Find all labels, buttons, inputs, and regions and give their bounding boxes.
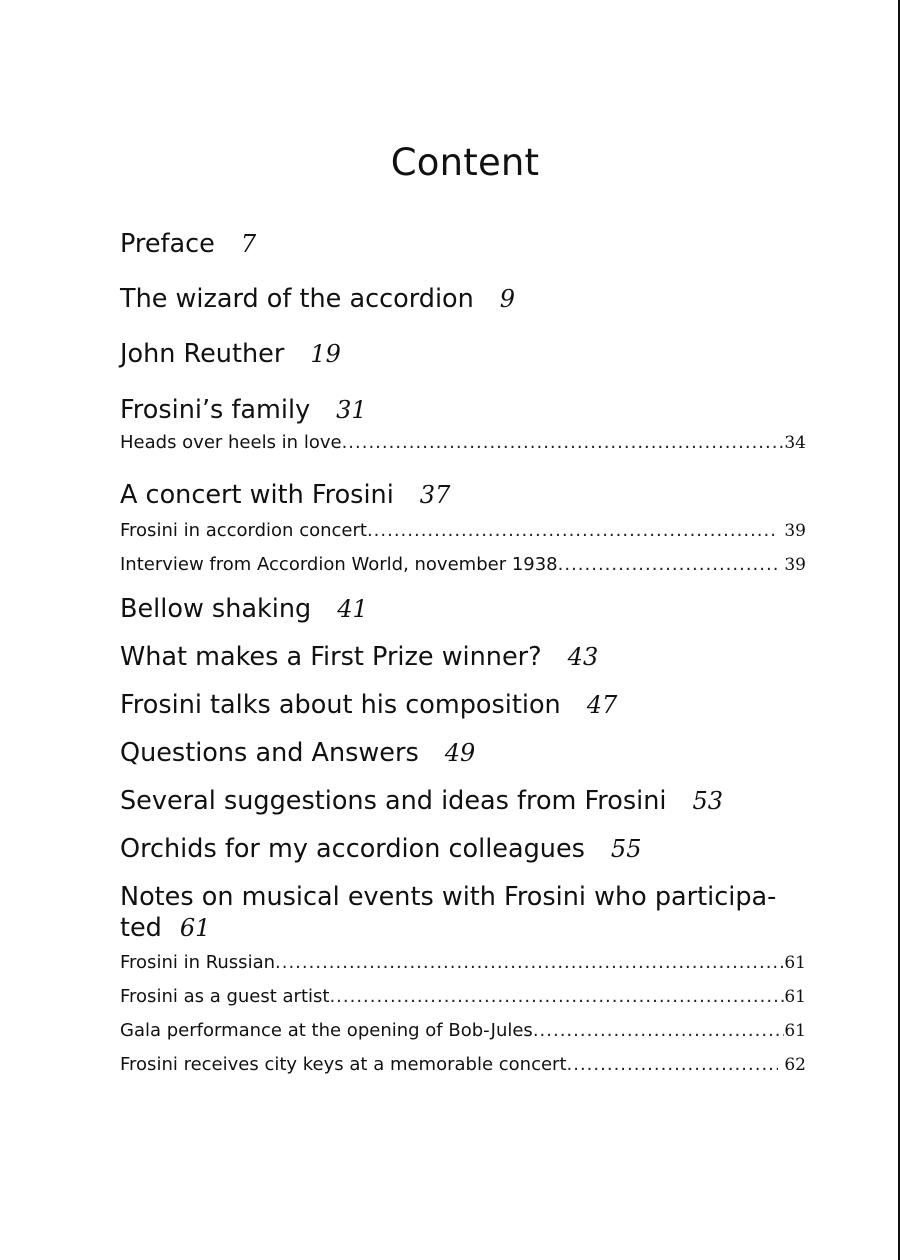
dot-leader xyxy=(367,514,778,547)
toc-chapter-his-composition[interactable] xyxy=(120,690,806,721)
chapter-title: The wizard of the accordion xyxy=(120,284,474,314)
section-title: Frosini in accordion concert xyxy=(120,520,367,541)
toc-chapter-questions-answers[interactable] xyxy=(120,738,806,769)
dot-leader xyxy=(342,426,785,459)
dot-leader xyxy=(329,980,784,1013)
chapter-page-number: 61 xyxy=(179,914,211,942)
toc-section-guest-artist[interactable] xyxy=(120,980,806,1014)
section-page-number: 39 xyxy=(784,521,806,541)
chapter-page-number: 37 xyxy=(419,481,451,509)
chapter-title: A concert with Frosini xyxy=(120,480,394,510)
chapter-title: Questions and Answers xyxy=(120,738,419,768)
toc-section-city-keys[interactable] xyxy=(120,1048,806,1082)
page-title: Content xyxy=(390,140,540,184)
toc-chapter-wizard[interactable] xyxy=(120,284,806,315)
toc-chapter-orchids[interactable] xyxy=(120,834,806,865)
dot-leader xyxy=(558,548,779,581)
toc-section-accordion-concert[interactable] xyxy=(120,514,806,548)
chapter-title: Bellow shaking xyxy=(120,594,312,624)
table-of-contents xyxy=(120,229,806,1082)
chapter-title: Frosini talks about his composition xyxy=(120,690,561,720)
chapter-page-number: 31 xyxy=(336,396,367,424)
chapter-page-number: 19 xyxy=(310,340,341,368)
chapter-title: Several suggestions and ideas from Frosini xyxy=(120,786,667,816)
toc-section-gala-performance[interactable] xyxy=(120,1014,806,1048)
toc-section-interview[interactable] xyxy=(120,548,806,582)
chapter-title: Notes on musical events with Frosini who participa- xyxy=(120,882,777,912)
toc-section-heads-over-heels[interactable] xyxy=(120,426,806,460)
section-title: Interview from Accordion World, november 1938 xyxy=(120,554,558,575)
section-title: Gala performance at the opening of Bob-Jules xyxy=(120,1020,533,1041)
section-page-number: 39 xyxy=(784,555,806,575)
toc-section-frosini-in-russian[interactable] xyxy=(120,946,806,980)
chapter-title: Frosini’s family xyxy=(120,395,311,425)
chapter-title-continued: ted xyxy=(120,913,162,943)
dot-leader xyxy=(567,1048,779,1081)
chapter-page-number: 7 xyxy=(240,230,257,258)
chapter-page-number: 9 xyxy=(499,285,516,313)
chapter-page-number: 43 xyxy=(567,643,599,671)
chapter-title: Preface xyxy=(120,229,215,259)
section-page-number: 62 xyxy=(784,1055,806,1075)
chapter-page-number: 55 xyxy=(610,835,642,863)
section-page-number: 61 xyxy=(784,987,806,1007)
toc-chapter-bellow-shaking[interactable] xyxy=(120,594,806,625)
chapter-page-number: 53 xyxy=(692,787,723,815)
toc-chapter-concert-with-frosini[interactable] xyxy=(120,480,806,511)
toc-chapter-john-reuther[interactable] xyxy=(120,339,806,370)
toc-chapter-musical-events[interactable] xyxy=(120,882,806,944)
chapter-title: What makes a First Prize winner? xyxy=(120,642,542,672)
chapter-page-number: 47 xyxy=(586,691,618,719)
toc-chapter-preface[interactable] xyxy=(120,229,806,260)
section-page-number: 34 xyxy=(784,433,806,453)
toc-chapter-frosinis-family[interactable] xyxy=(120,395,806,426)
section-title: Frosini receives city keys at a memorable concert xyxy=(120,1054,567,1075)
chapter-page-number: 49 xyxy=(444,739,476,767)
dot-leader xyxy=(533,1014,785,1047)
chapter-page-number: 41 xyxy=(337,595,368,623)
section-title: Frosini in Russian xyxy=(120,952,276,973)
section-title: Heads over heels in love xyxy=(120,432,342,453)
section-page-number: 61 xyxy=(784,1021,806,1041)
toc-chapter-suggestions-ideas[interactable] xyxy=(120,786,806,817)
chapter-title: Orchids for my accordion colleagues xyxy=(120,834,585,864)
section-page-number: 61 xyxy=(784,953,806,973)
section-title: Frosini as a guest artist xyxy=(120,986,330,1007)
chapter-title: John Reuther xyxy=(120,339,285,369)
dot-leader xyxy=(275,946,784,979)
toc-chapter-first-prize-winner[interactable] xyxy=(120,642,806,673)
